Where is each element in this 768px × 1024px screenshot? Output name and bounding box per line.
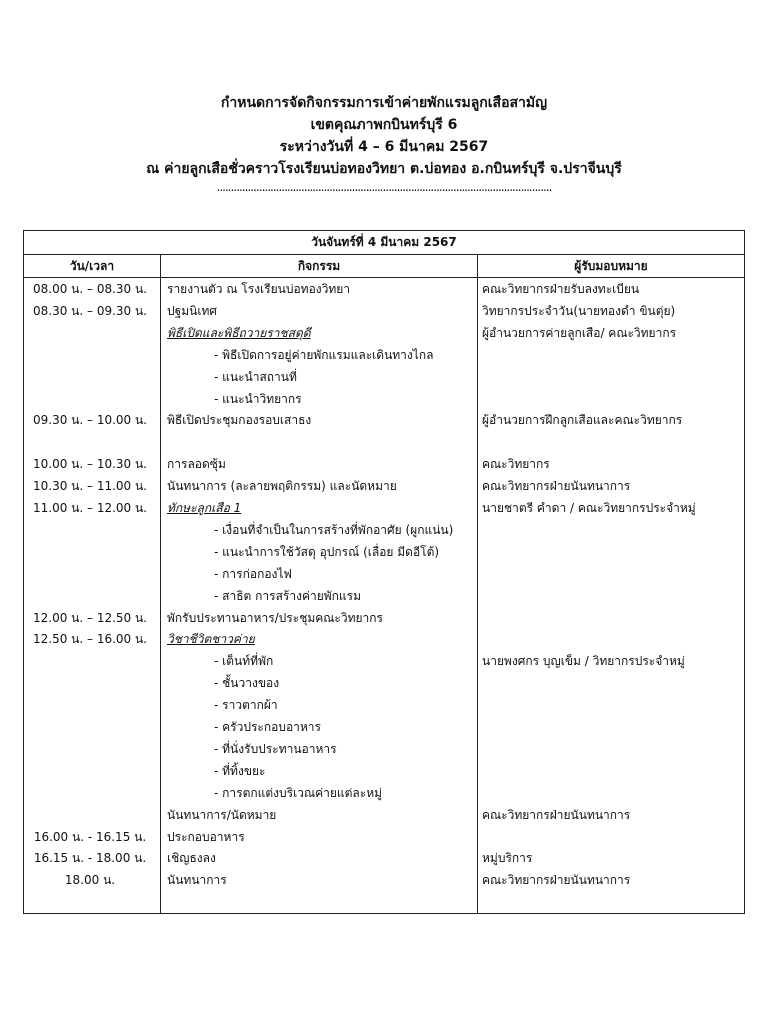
table-row	[24, 694, 744, 716]
row-time: 08.00 น. – 08.30 น.	[33, 282, 147, 296]
table-row	[24, 431, 744, 453]
doc-zone: เขตคุณภาพกบินทร์บุรี 6	[310, 117, 458, 133]
table-row	[24, 804, 744, 826]
row-time: 16.00 น. - 16.15 น.	[33, 829, 147, 844]
row-activity: นันทนาการ (ละลายพฤติกรรม) และนัดหมาย	[167, 479, 397, 494]
row-responsible: นายชาตรี คำดา / คณะวิทยากรประจำหมู่	[482, 501, 696, 515]
row-responsible: คณะวิทยากร	[482, 457, 550, 472]
row-time: 11.00 น. – 12.00 น.	[33, 501, 147, 515]
doc-date-range: ระหว่างวันที่ 4 – 6 มีนาคม 2567	[279, 139, 489, 155]
row-time: 10.00 น. – 10.30 น.	[33, 457, 147, 472]
col-header-time: วัน/เวลา	[69, 259, 115, 273]
row-activity: - ชั้นวางของ	[214, 676, 280, 691]
row-activity: - สาธิต การสร้างค่ายพักแรม	[214, 588, 362, 603]
table-row	[24, 738, 744, 760]
row-activity: เชิญธงลง	[167, 851, 216, 866]
table-row	[24, 409, 744, 431]
row-responsible: นายพงศกร บุญเข็ม / วิทยากรประจำหมู่	[482, 654, 685, 669]
row-activity: วิชาชีวิตชาวค่าย	[167, 632, 255, 647]
table-row	[24, 366, 744, 388]
table-row	[24, 497, 744, 519]
table-row	[24, 541, 744, 563]
row-time: 12.00 น. – 12.50 น.	[33, 610, 147, 625]
row-responsible: คณะวิทยากรฝ่ายนันทนาการ	[482, 873, 631, 888]
row-activity: ทักษะลูกเสือ 1	[167, 501, 242, 515]
table-row	[24, 344, 744, 366]
schedule-table	[23, 230, 745, 914]
row-activity: นันทนาการ	[167, 873, 227, 888]
row-time: 10.30 น. – 11.00 น.	[33, 479, 147, 494]
row-activity: - ที่นั่งรับประทานอาหาร	[214, 741, 337, 756]
table-row	[24, 519, 744, 541]
table-row	[24, 607, 744, 629]
row-time: 08.30 น. – 09.30 น.	[33, 303, 147, 318]
row-activity: พิธีเปิดประชุมกองรอบเสาธง	[167, 413, 312, 428]
table-row	[24, 650, 744, 672]
col-header-responsible: ผู้รับมอบหมาย	[574, 259, 648, 273]
table-row	[24, 563, 744, 585]
day-title: วันจันทร์ที่ 4 มีนาคม 2567	[311, 235, 457, 249]
row-activity: ประกอบอาหาร	[167, 829, 245, 844]
row-activity: - การตกแต่งบริเวณค่ายแต่ละหมู่	[214, 785, 383, 800]
row-activity: - เต็นท์ที่พัก	[214, 654, 274, 669]
table-row	[24, 628, 744, 650]
table-row	[24, 847, 744, 869]
table-row	[24, 760, 744, 782]
doc-title: กำหนดการจัดกิจกรรมการเข้าค่ายพักแรมลูกเสือสามัญ	[220, 95, 548, 111]
table-row	[24, 278, 744, 300]
row-activity: - แนะนำการใช้วัสดุ อุปกรณ์ (เลื่อย มีดอีโต้)	[214, 544, 440, 559]
table-row	[24, 782, 744, 804]
table-row	[24, 585, 744, 607]
table-row	[24, 716, 744, 738]
col-header-activity: กิจกรรม	[297, 259, 341, 273]
row-activity: การลอดซุ้ม	[167, 457, 226, 472]
row-activity: - ราวตากผ้า	[214, 698, 278, 713]
row-activity: พักรับประทานอาหาร/ประชุมคณะวิทยากร	[167, 610, 383, 625]
row-responsible: ผู้อำนวยการฝึกลูกเสือและคณะวิทยากร	[482, 413, 683, 428]
row-responsible: หมู่บริการ	[482, 851, 533, 866]
row-activity: นันทนาการ/นัดหมาย	[167, 807, 277, 822]
table-row	[24, 322, 744, 344]
row-activity: พิธีเปิดและพิธีถวายราชสดุดี	[167, 325, 311, 340]
row-time: 12.50 น. – 16.00 น.	[33, 632, 147, 647]
row-activity: - แนะนำวิทยากร	[214, 391, 302, 406]
row-activity: - การก่อกองไฟ	[214, 566, 292, 581]
row-activity: - แนะนำสถานที่	[214, 369, 297, 384]
table-row	[24, 869, 744, 891]
row-activity: - ที่ทิ้งขยะ	[214, 763, 266, 778]
table-row	[24, 300, 744, 322]
row-responsible: วิทยากรประจำวัน(นายทองดำ ขินตุ่ย)	[482, 303, 676, 318]
table-row	[24, 453, 744, 475]
row-activity: รายงานตัว ณ โรงเรียนบ่อทองวิทยา	[167, 282, 351, 296]
document-header	[0, 92, 768, 198]
table-row	[24, 388, 744, 410]
row-activity: ปฐมนิเทศ	[167, 303, 217, 318]
doc-location: ณ ค่ายลูกเสือชั่วคราวโรงเรียนบ่อทองวิทยา ต.บ่อทอง อ.กบินทร์บุรี จ.ปราจีนบุรี	[146, 161, 622, 177]
row-responsible: ผู้อำนวยการค่ายลูกเสือ/ คณะวิทยากร	[482, 325, 677, 340]
row-activity: - ครัวประกอบอาหาร	[214, 720, 321, 734]
row-activity: - เงื่อนที่จำเป็นในการสร้างที่พักอาศัย (ผูกแน่น)	[214, 522, 454, 537]
row-time: 18.00 น.	[64, 873, 116, 888]
row-time: 16.15 น. - 18.00 น.	[33, 851, 147, 866]
row-responsible: คณะวิทยากรฝ่ายนันทนาการ	[482, 479, 631, 494]
row-responsible: คณะวิทยากรฝ่ายรับลงทะเบียน	[482, 282, 640, 296]
dotted-separator: .......................................................................................................................	[216, 180, 552, 194]
row-responsible: คณะวิทยากรฝ่ายนันทนาการ	[482, 807, 631, 822]
row-time: 09.30 น. – 10.00 น.	[33, 413, 147, 428]
row-activity: - พิธีเปิดการอยู่ค่ายพักแรมและเดินทางไกล	[214, 347, 434, 362]
table-row	[24, 672, 744, 694]
table-row	[24, 826, 744, 848]
table-row	[24, 475, 744, 497]
